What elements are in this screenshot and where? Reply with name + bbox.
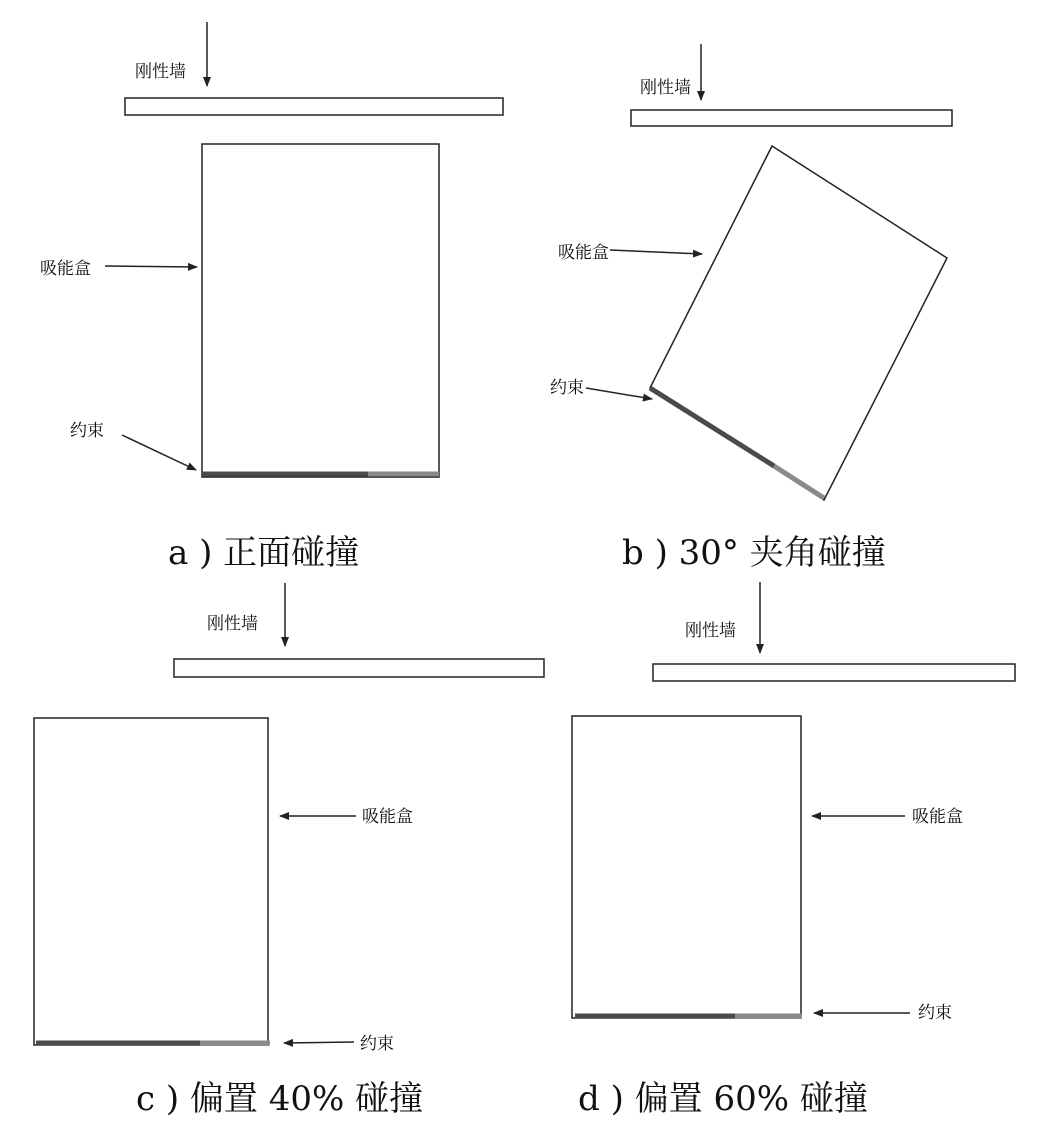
constraint-label: 约束	[918, 1003, 952, 1023]
caption-c: c ) 偏置 40% 碰撞	[136, 1079, 424, 1119]
constraint-band-light	[774, 466, 824, 498]
panel-b	[550, 44, 952, 573]
rigid-wall-label: 刚性墙	[135, 62, 186, 82]
energy-absorbing-box	[650, 146, 947, 500]
rigid-wall	[631, 110, 952, 126]
caption-d: d ) 偏置 60% 碰撞	[578, 1079, 868, 1119]
energy-absorbing-box	[34, 718, 268, 1045]
panel-c	[34, 583, 544, 1119]
energy-box-pointer-arrow	[105, 266, 197, 267]
caption-a: a ) 正面碰撞	[168, 533, 360, 573]
constraint-band-dark	[650, 388, 774, 466]
rigid-wall	[125, 98, 503, 115]
rigid-wall-label: 刚性墙	[640, 78, 691, 98]
rigid-wall-label: 刚性墙	[207, 614, 258, 634]
energy-box-label: 吸能盒	[362, 807, 413, 827]
panel-d	[572, 582, 1015, 1119]
rigid-wall	[174, 659, 544, 677]
energy-box-pointer-arrow	[610, 250, 702, 254]
panel-a	[40, 22, 503, 573]
energy-absorbing-box	[572, 716, 801, 1018]
constraint-label: 约束	[360, 1034, 394, 1054]
caption-b: b ) 30° 夹角碰撞	[622, 533, 886, 573]
energy-box-label: 吸能盒	[40, 259, 91, 279]
constraint-label: 约束	[70, 421, 104, 441]
constraint-pointer-arrow	[122, 435, 196, 470]
rigid-wall	[653, 664, 1015, 681]
energy-absorbing-box	[202, 144, 439, 477]
constraint-pointer-arrow	[284, 1042, 354, 1043]
energy-box-label: 吸能盒	[912, 807, 963, 827]
rigid-wall-label: 刚性墙	[685, 621, 736, 641]
constraint-pointer-arrow	[586, 388, 652, 399]
energy-box-label: 吸能盒	[558, 243, 609, 263]
constraint-label: 约束	[550, 378, 584, 398]
